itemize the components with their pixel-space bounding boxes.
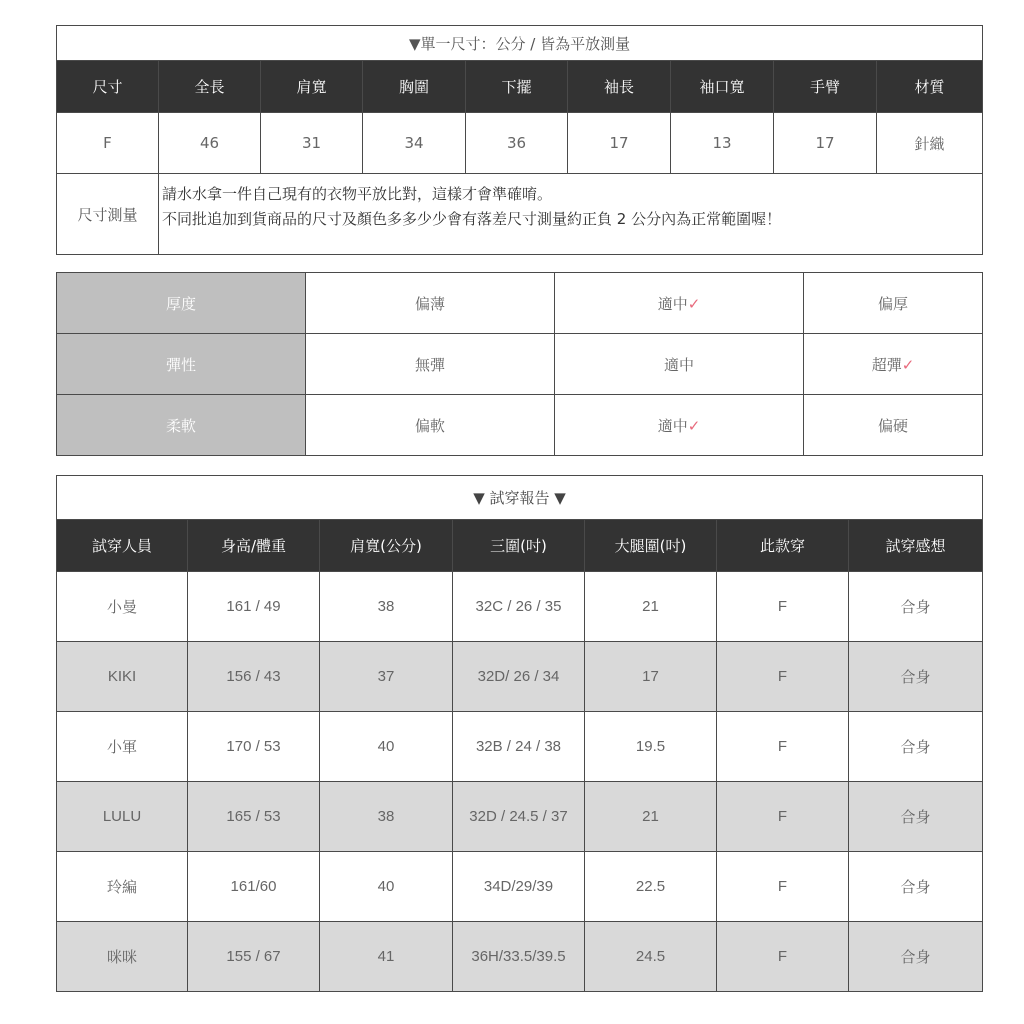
feel-option: 偏軟 [306, 395, 555, 456]
fit-header-cell: 肩寬(公分) [320, 520, 453, 572]
fit-cell: 32D/ 26 / 34 [453, 642, 585, 712]
fit-cell: 155 / 67 [188, 922, 320, 992]
size-note-line: 不同批追加到貨商品的尺寸及顏色多多少少會有落差尺寸測量約正負 2 公分內為正常範圍喔！ [162, 210, 782, 228]
fit-cell: KIKI [57, 642, 188, 712]
fit-header-cell: 大腿圍(吋) [585, 520, 717, 572]
fit-cell: 合身 [849, 642, 983, 712]
fit-cell: F [717, 572, 849, 642]
fitting-report-table [56, 475, 983, 992]
size-value-row [57, 113, 983, 174]
size-value-cell: 17 [568, 113, 671, 174]
fitting-report-title: ▼ 試穿報告 ▼ [57, 476, 983, 520]
feel-label: 柔軟 [57, 395, 306, 456]
fit-cell: 21 [585, 572, 717, 642]
feel-option: 超彈✓ [804, 334, 983, 395]
fit-cell: 小曼 [57, 572, 188, 642]
fit-cell: 161 / 49 [188, 572, 320, 642]
size-header-cell: 材質 [877, 61, 983, 113]
feel-label: 彈性 [57, 334, 306, 395]
feel-option: 偏硬 [804, 395, 983, 456]
feel-option: 偏厚 [804, 273, 983, 334]
feel-option: 偏薄 [306, 273, 555, 334]
fit-cell: 合身 [849, 712, 983, 782]
fit-cell: 161/60 [188, 852, 320, 922]
size-value-cell: 36 [466, 113, 568, 174]
fit-cell: 小軍 [57, 712, 188, 782]
size-note-text [159, 174, 983, 255]
feel-option: 適中 [555, 334, 804, 395]
size-header-cell: 全長 [159, 61, 261, 113]
size-value-cell: 46 [159, 113, 261, 174]
size-header-cell: 尺寸 [57, 61, 159, 113]
table-row [57, 572, 983, 642]
fit-cell: 17 [585, 642, 717, 712]
size-table-title: ▼單一尺寸：公分 / 皆為平放測量 [57, 26, 983, 61]
fit-cell: 165 / 53 [188, 782, 320, 852]
size-note-line: 請水水拿一件自己現有的衣物平放比對，這樣才會準確唷。 [162, 185, 553, 203]
fit-header-cell: 試穿人員 [57, 520, 188, 572]
fit-cell: F [717, 712, 849, 782]
fit-cell: 咪咪 [57, 922, 188, 992]
fit-header-cell: 試穿感想 [849, 520, 983, 572]
size-table [56, 25, 983, 255]
feel-row-softness [57, 395, 983, 456]
fit-header-cell: 身高/體重 [188, 520, 320, 572]
table-row [57, 782, 983, 852]
fit-cell: 37 [320, 642, 453, 712]
table-row [57, 922, 983, 992]
size-header-row [57, 61, 983, 113]
fit-cell: 32D / 24.5 / 37 [453, 782, 585, 852]
fit-cell: F [717, 852, 849, 922]
table-row [57, 712, 983, 782]
size-header-cell: 袖長 [568, 61, 671, 113]
fit-cell: 32B / 24 / 38 [453, 712, 585, 782]
fit-cell: 合身 [849, 922, 983, 992]
size-value-cell: 13 [671, 113, 774, 174]
check-icon: ✓ [901, 355, 915, 374]
size-header-cell: 胸圍 [363, 61, 466, 113]
size-header-cell: 袖口寬 [671, 61, 774, 113]
fit-cell: 36H/33.5/39.5 [453, 922, 585, 992]
fabric-feel-table [56, 272, 983, 456]
size-note-label: 尺寸測量 [57, 174, 159, 255]
fit-cell: 34D/29/39 [453, 852, 585, 922]
fit-cell: 38 [320, 572, 453, 642]
fit-cell: 24.5 [585, 922, 717, 992]
fit-cell: 40 [320, 712, 453, 782]
fit-cell: 170 / 53 [188, 712, 320, 782]
feel-row-elasticity [57, 334, 983, 395]
fit-cell: 合身 [849, 852, 983, 922]
fit-cell: F [717, 642, 849, 712]
fit-cell: 合身 [849, 782, 983, 852]
fit-cell: 22.5 [585, 852, 717, 922]
fit-cell: F [717, 782, 849, 852]
fit-cell: 21 [585, 782, 717, 852]
table-row [57, 642, 983, 712]
fit-cell: 32C / 26 / 35 [453, 572, 585, 642]
check-icon: ✓ [687, 294, 701, 313]
check-icon: ✓ [687, 416, 701, 435]
size-header-cell: 手臂 [774, 61, 877, 113]
fit-cell: 41 [320, 922, 453, 992]
table-row [57, 852, 983, 922]
size-value-cell: 17 [774, 113, 877, 174]
size-header-cell: 肩寬 [261, 61, 363, 113]
fit-cell: 38 [320, 782, 453, 852]
size-note-row [57, 174, 983, 255]
fit-header-row [57, 520, 983, 572]
fit-header-cell: 三圍(吋) [453, 520, 585, 572]
fit-cell: 156 / 43 [188, 642, 320, 712]
feel-option: 適中✓ [555, 395, 804, 456]
feel-option: 無彈 [306, 334, 555, 395]
size-value-cell: 31 [261, 113, 363, 174]
fit-cell: LULU [57, 782, 188, 852]
size-header-cell: 下擺 [466, 61, 568, 113]
fit-header-cell: 此款穿 [717, 520, 849, 572]
size-value-cell: 針織 [877, 113, 983, 174]
size-value-cell: 34 [363, 113, 466, 174]
fit-cell: 玲編 [57, 852, 188, 922]
fit-cell: 19.5 [585, 712, 717, 782]
fit-cell: 40 [320, 852, 453, 922]
feel-option: 適中✓ [555, 273, 804, 334]
feel-row-thickness [57, 273, 983, 334]
size-value-cell: F [57, 113, 159, 174]
fit-cell: F [717, 922, 849, 992]
fit-cell: 合身 [849, 572, 983, 642]
feel-label: 厚度 [57, 273, 306, 334]
